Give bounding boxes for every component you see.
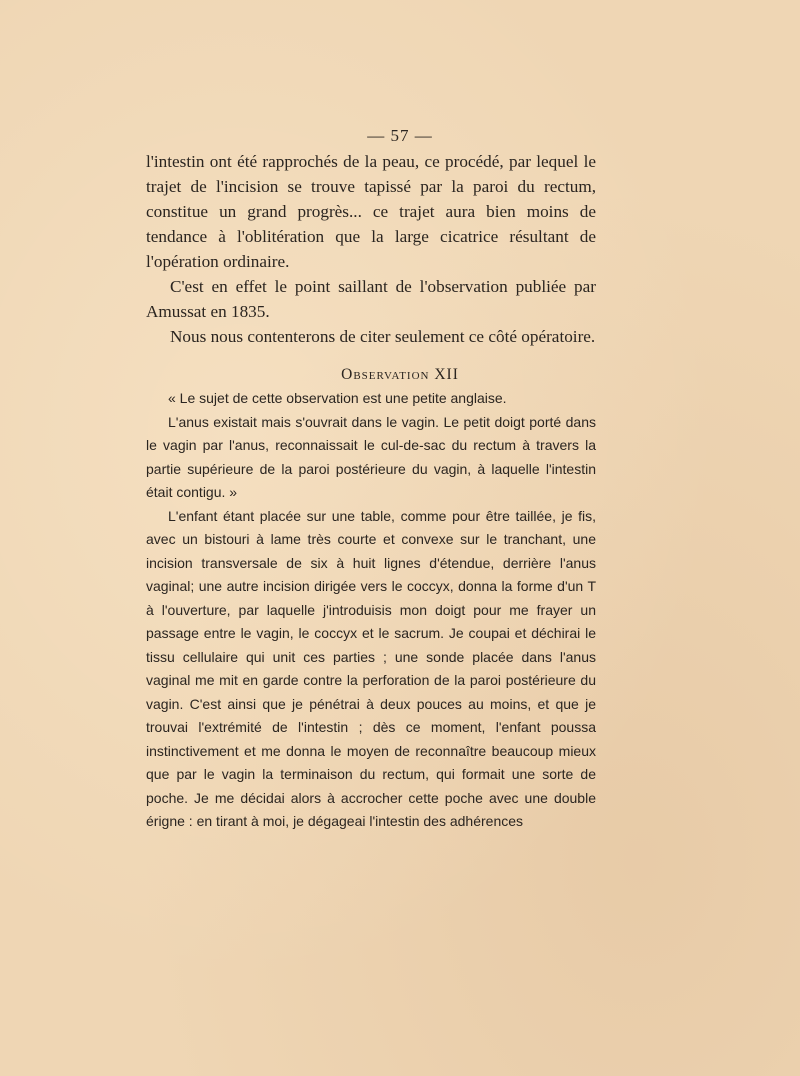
observation-text (146, 387, 596, 834)
paragraph: l'intestin ont été rapprochés de la peau, ce procédé, par lequel le trajet de l'incision se trouve tapissé par la paroi du rectum, constitue un grand progrès... ce trajet aura bien moins de tendance à l'oblitération que la large cicatrice résultant de l'opération ordinaire. (146, 152, 596, 271)
quote-paragraph: « Le sujet de cette observation est une petite anglaise. (168, 390, 507, 406)
quote-paragraph: L'anus existait mais s'ouvrait dans le vagin. Le petit doigt porté dans le vagin par l'anus, reconnaissait le cul-de-sac du rectum à travers la partie supérieure de la paroi postérieure du vagin, à laquelle l'intestin était contigu. » (146, 413, 596, 500)
quote-paragraph: L'enfant étant placée sur une table, comme pour être taillée, je fis, avec un bistouri à lame très courte et convexe sur le tranchant, une incision transversale de six à huit lignes d'étendue, derrière l'anus vaginal; une autre incision dirigée vers le coccyx, donna la forme d'un T à l'ouverture, par laquelle j'introduisis mon doigt pour me frayer un passage entre le vagin, le coccyx et le sacrum. Je coupai et déchirai le tissu cellulaire qui unit ces parties ; une sonde placée dans l'anus vaginal me mit en garde contre la perforation de la paroi postérieure du vagin. C'est ainsi que je pénétrai à deux pouces au moins, et que je trouvai l'extrémité de l'intestin ; dès ce moment, l'enfant poussa instinctivement et me donna le moyen de reconnaître beaucoup mieux que par le vagin la terminaison du rectum, qui formait une sorte de poche. Je me décidai alors à accrocher cette poche avec une double érigne : en tirant à moi, je dégageai l'intestin des adhérences (146, 507, 596, 829)
observation-heading: Observation XII (341, 366, 459, 383)
paragraph: C'est en effet le point saillant de l'observation publiée par Amussat en 1835. (146, 277, 596, 321)
paragraph: Nous nous contenterons de citer seulement ce côté opératoire. (170, 327, 596, 346)
page-number: — 57 — (367, 126, 433, 145)
body-text (146, 149, 596, 349)
